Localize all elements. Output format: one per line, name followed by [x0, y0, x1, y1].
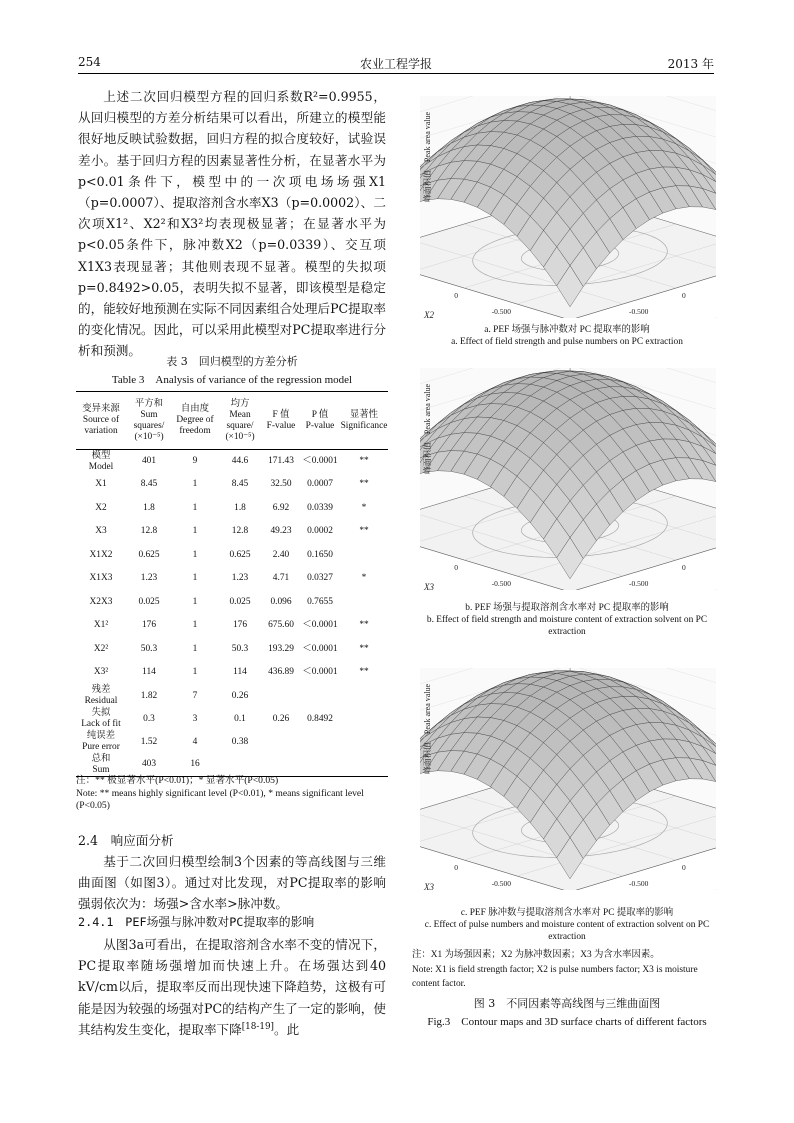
table-cell-ms: 50.3 [231, 643, 249, 654]
table-row [76, 497, 388, 521]
figure-3c-caption-cn: c. PEF 脉冲数与提取溶剂含水率对 PC 提取率的影响 [460, 908, 674, 918]
table-cell-ms: 44.6 [231, 456, 249, 466]
table-cell-sig: ** [359, 643, 369, 654]
table-cell-ms: 1.8 [234, 502, 246, 513]
table-cell-f: 0.096 [270, 596, 292, 607]
surface-plot-b [420, 368, 716, 590]
right-axis-tick: -0.500 [629, 879, 649, 888]
table-cell-df: 1 [192, 643, 198, 654]
table-cell-f: 32.50 [270, 479, 292, 490]
right-axis-name [715, 310, 716, 318]
table-caption-en: Table 3 Analysis of variance of the regression model [111, 374, 353, 386]
table-cell-sig [340, 708, 388, 731]
table-cell-p: ＜0.0001 [302, 667, 338, 678]
right-axis-tick: 0 [682, 863, 686, 872]
table-cell-source: 残差 Residual [84, 685, 118, 706]
section-title: 2.4 响应面分析 [78, 833, 174, 848]
table-cell-f [262, 685, 300, 708]
table-cell-sig: ** [359, 526, 369, 537]
table-cell-f: 2.40 [272, 549, 290, 560]
table-cell-ms: 1.23 [231, 573, 249, 584]
table-row [76, 473, 388, 497]
left-axis-name: X3 [424, 582, 434, 590]
table-cell-ss: 1.52 [140, 736, 158, 747]
table-cell-df: 1 [192, 667, 198, 678]
figure-3c [420, 668, 716, 890]
left-axis-tick: 0 [454, 291, 458, 300]
table-cell-ss: 12.8 [140, 526, 158, 537]
table-cell-p: 0.0339 [307, 502, 333, 513]
table-row [76, 638, 388, 662]
table-cell-source: 总和 Sum [76, 754, 126, 777]
table-header-row [76, 392, 388, 450]
table-cell-ss: 8.45 [140, 479, 158, 490]
table-cell-ms: 0.38 [231, 736, 249, 747]
table-cell-p: ＜0.0001 [302, 620, 338, 631]
table-cell-ss: 0.3 [143, 713, 155, 724]
table-cell-sig: * [361, 502, 367, 513]
table-cell-ss: 403 [126, 754, 172, 777]
table-cell-sig: ** [359, 456, 369, 466]
table-cell-source: X2² [93, 643, 109, 654]
table-cell-source: X2 [95, 502, 107, 513]
table-cell-source: X1 [95, 479, 107, 490]
table-row [76, 708, 388, 731]
table-cell-source: 失拟 Lack of fit [81, 708, 121, 729]
table-cell-sig [340, 685, 388, 708]
z-axis-label: 峰面积值 Peak area value [423, 683, 432, 775]
table-row [76, 544, 388, 568]
table-cell-ms: 0.625 [229, 549, 251, 560]
figure-caption-en: Fig.3 Contour maps and 3D surface charts of different factors [427, 1016, 707, 1028]
table-row [76, 685, 388, 708]
table-cell-ss: 401 [141, 456, 157, 466]
header-ms: 均方 Mean square/ (×10⁻⁵) [218, 392, 262, 450]
journal-name: 农业工程学报 [359, 57, 432, 71]
header-source: 变异来源 Source of variation [76, 392, 126, 450]
table-cell-f: 49.23 [270, 526, 292, 537]
table-cell-ss: 50.3 [140, 643, 158, 654]
table-cell-p: 0.8492 [307, 713, 333, 724]
right-axis-tick: -0.500 [629, 307, 649, 316]
left-axis-tick: -0.500 [491, 879, 511, 888]
table-cell-p: 0.0007 [307, 479, 333, 490]
figure-3b-caption-en: b. Effect of field strength and moisture content of extraction solvent on PC extraction [426, 615, 708, 637]
left-axis-name: X2 [424, 310, 434, 318]
paragraph-regression: 上述二次回归模型方程的回归系数R²=0.9955，从回归模型的方差分析结果可以看出，所建立的模型能很好地反映试验数据，回归方程的拟合度较好，试验误差小。基于回归方程的因素显著性分析，在显著水平为p<0.01条件下，模型中的一次项电场场强X1（p=0.0007）、提取溶剂含水率X3（p=0.0002）、二次项X1²、X2²和X3²均表现极显著；在显著水平为p<0.05条件下，脉冲数X2（p=0.0339）、交互项X1X3表现显著；其他则表现不显著。模型的失拟项p=0.8492>0.05，表明失拟不显著，即该模型是稳定的，能较好地预测在实际不同因素组合处理后PC提取率的变化情况。因此，可以采用此模型对PC提取率进行分析和预测。 [78, 89, 386, 359]
left-axis-tick: -0.500 [491, 307, 511, 316]
table-cell-f: 171.43 [268, 456, 294, 466]
table-cell-sig: ** [359, 667, 369, 678]
figure-3a-caption-cn: a. PEF 场强与脉冲数对 PC 提取率的影响 [484, 325, 650, 335]
table-cell-df: 1 [192, 596, 198, 607]
table-cell-ms: 176 [232, 620, 248, 631]
subsection-body [78, 934, 386, 1040]
table-note-en: Note: ** means highly significant level (P<0.01), * means significant level (P<0.05) [76, 788, 364, 812]
table-cell-source: X3² [93, 667, 109, 678]
header-p: P 值 P-value [300, 392, 340, 450]
header-rule [78, 73, 714, 74]
table-row [76, 567, 388, 591]
table-note-cn: 注：** 极显著水平(P<0.01)；* 显著水平(P<0.05) [76, 775, 279, 786]
table-cell-f: 193.29 [268, 643, 294, 654]
table-caption-cn: 表 3 回归模型的方差分析 [166, 355, 298, 368]
table-cell-p: 0.0002 [307, 526, 333, 537]
figure-caption-cn: 图 3 不同因素等高线图与三维曲面图 [473, 997, 661, 1010]
surface-plot-a [420, 96, 716, 318]
table-cell-ms: 114 [233, 667, 247, 678]
table-row [76, 661, 388, 685]
page-number: 254 [78, 55, 101, 69]
table-cell-f: 436.89 [268, 667, 294, 678]
right-axis-tick: 0 [682, 563, 686, 572]
table-row [76, 450, 388, 474]
table-cell-df: 16 [172, 754, 218, 777]
figure-note-en: Note: X1 is field strength factor; X2 is pulse numbers factor; X3 is moisture content factor. [412, 965, 698, 989]
right-axis-name [715, 582, 716, 590]
table-cell-df: 4 [192, 736, 198, 747]
page-header [78, 55, 714, 73]
header-sig: 显著性 Significance [340, 392, 388, 450]
table-cell-df: 1 [192, 549, 198, 560]
table-cell-df: 3 [192, 713, 198, 724]
table-cell-df: 9 [192, 456, 198, 466]
table-cell-p [300, 731, 340, 754]
surface-plot-c [420, 668, 716, 890]
left-axis-tick: 0 [454, 863, 458, 872]
figure-3a [420, 96, 716, 318]
table-cell-f: 6.92 [272, 502, 290, 513]
table-cell-source: X1X2 [89, 549, 113, 560]
figure-3b-caption-cn: b. PEF 场强与提取溶剂含水率对 PC 提取率的影响 [465, 603, 669, 613]
paragraph-response-surface: 基于二次回归模型绘制3个因素的等高线图与三维曲面图（如图3）。通过对比发现，对PC提取率的影响强弱依次为：场强>含水率>脉冲数。 [78, 854, 386, 912]
header-df: 自由度 Degree of freedom [172, 392, 218, 450]
figure-note-cn: 注：X1 为场强因素；X2 为脉冲数因素；X3 为含水率因素。 [412, 950, 660, 960]
table-cell-sig: ** [359, 479, 369, 490]
left-column [78, 86, 386, 362]
table-cell-f: 675.60 [268, 620, 294, 631]
table-cell-p: ＜0.0001 [302, 456, 338, 466]
table-cell-source: X3 [95, 526, 107, 537]
table-cell-source: 模型 Model [88, 450, 114, 472]
header-ss: 平方和 Sum squares/ (×10⁻⁵) [126, 392, 172, 450]
table-cell-df: 7 [192, 690, 198, 701]
anova-table [76, 391, 388, 777]
table-row [76, 591, 388, 615]
table-cell-ms: 0.025 [229, 596, 251, 607]
table-cell-p: 0.1650 [307, 549, 333, 560]
table-cell-ss: 114 [142, 667, 156, 678]
table-cell-p [300, 685, 340, 708]
table-cell-df: 1 [192, 526, 198, 537]
table-cell-ss: 1.23 [140, 573, 158, 584]
table-cell-sig [340, 754, 388, 777]
table-cell-sig [340, 731, 388, 754]
z-axis-label: 峰面积值 Peak area value [423, 383, 432, 475]
table-cell-f: 4.71 [272, 573, 290, 584]
right-axis-tick: 0 [682, 291, 686, 300]
table-cell-ms: 0.26 [231, 690, 249, 701]
right-axis-tick: -0.500 [629, 579, 649, 588]
table-cell-source: 纯误差 Pure error [82, 731, 120, 752]
left-axis-tick: 0 [454, 563, 458, 572]
table-cell-ss: 0.625 [138, 549, 160, 560]
table-cell-df: 1 [192, 479, 198, 490]
table-cell-sig [340, 591, 388, 615]
z-axis-label: 峰面积值 Peak area value [423, 111, 432, 203]
figure-3b [420, 368, 716, 590]
table-cell-ms: 0.1 [234, 713, 246, 724]
table-row [76, 754, 388, 777]
left-axis-name: X3 [424, 882, 434, 890]
table-row [76, 520, 388, 544]
table-cell-ss: 1.82 [140, 690, 158, 701]
journal-year: 2013 年 [667, 57, 714, 71]
table-row [76, 731, 388, 754]
table-row [76, 614, 388, 638]
section-body [78, 851, 386, 915]
paragraph-field-strength: 从图3a可看出，在提取溶剂含水率不变的情况下，PC提取率随场强增加而快速上升。在场强达到40 kV/cm以后，提取率反而出现快速下降趋势，这极有可能是因为较强的场强对PC的结构产生了一定的影响，使其结构发生变化，提取率下降[18-19]。此 [78, 937, 386, 1037]
citation: [18-19] [241, 1021, 274, 1032]
left-axis-tick: -0.500 [491, 579, 511, 588]
figure-3c-caption-en: c. Effect of pulse numbers and moisture content of extraction solvent on PC extraction [424, 920, 710, 942]
right-axis-name [715, 882, 716, 890]
table-cell-ms: 8.45 [231, 479, 249, 490]
table-cell-ms [218, 754, 262, 777]
table-cell-source: X1² [93, 620, 109, 631]
subsection-title: 2.4.1 PEF场强与脉冲数对PC提取率的影响 [78, 915, 315, 929]
table-cell-ss: 1.8 [143, 502, 155, 513]
table-cell-source: X2X3 [89, 596, 113, 607]
figure-3a-caption-en: a. Effect of field strength and pulse numbers on PC extraction [451, 337, 683, 347]
table-cell-ms: 12.8 [231, 526, 249, 537]
table-cell-p: 0.7655 [307, 596, 333, 607]
table-cell-ss: 0.025 [138, 596, 160, 607]
table-cell-ss: 176 [141, 620, 157, 631]
table-cell-f: 0.26 [272, 713, 290, 724]
table-cell-p: 0.0327 [307, 573, 333, 584]
table-cell-sig: ** [359, 620, 369, 631]
table-cell-df: 1 [192, 620, 198, 631]
header-f: F 值 F-value [262, 392, 300, 450]
table-cell-p: ＜0.0001 [302, 643, 338, 654]
table-cell-df: 1 [192, 502, 198, 513]
table-cell-f [262, 754, 300, 777]
table-cell-sig [340, 544, 388, 568]
table-cell-sig: * [361, 573, 367, 584]
table-cell-p [300, 754, 340, 777]
table-cell-df: 1 [192, 573, 198, 584]
table-cell-source: X1X3 [89, 573, 113, 584]
table-cell-f [262, 731, 300, 754]
